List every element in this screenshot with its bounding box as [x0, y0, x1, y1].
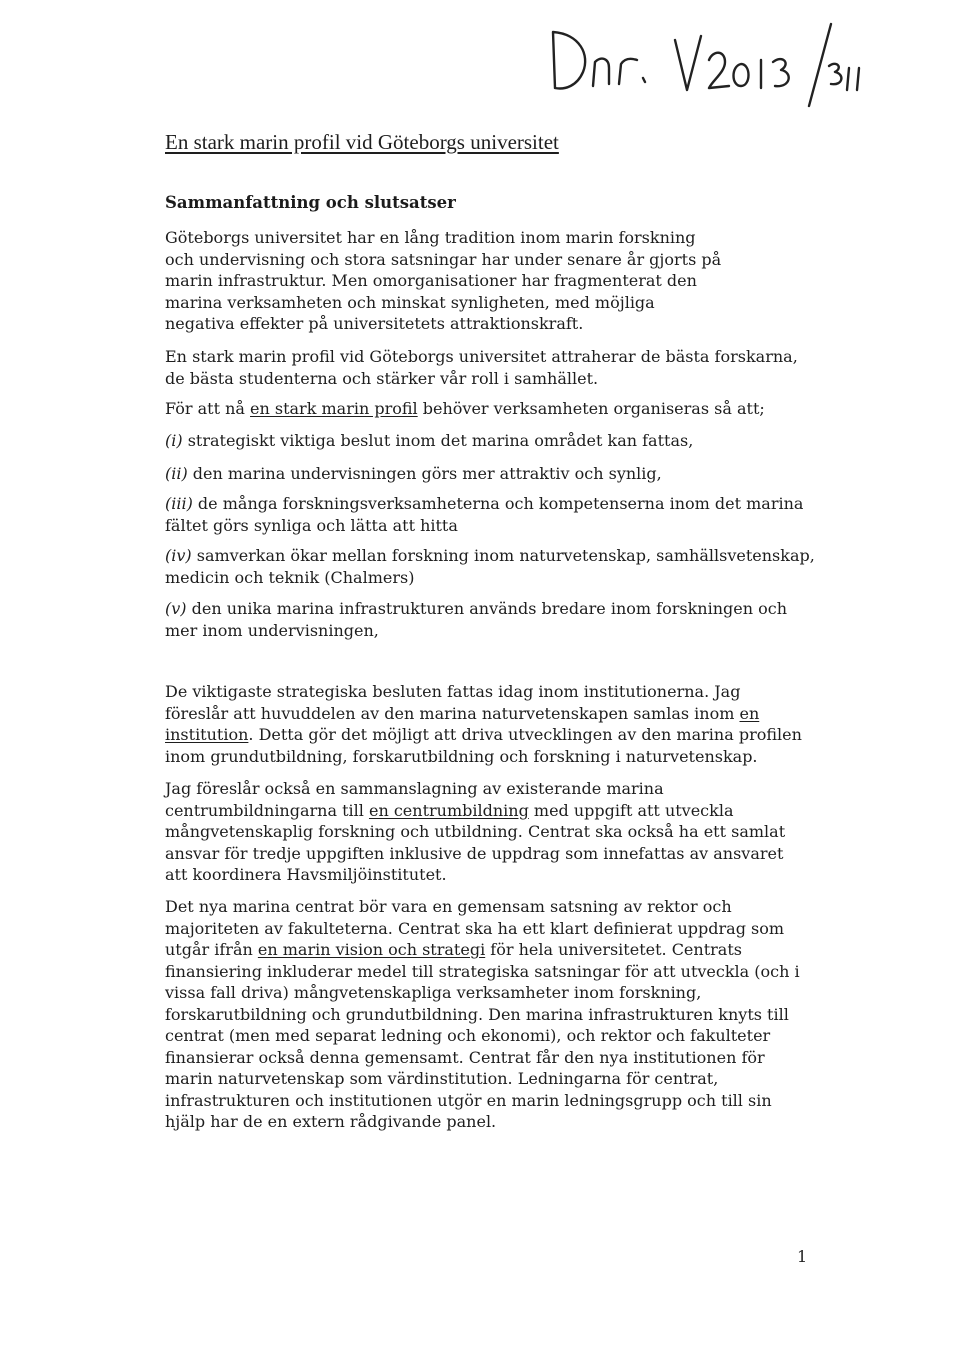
handwritten-diarienummer	[535, 20, 865, 110]
underlined-phrase: en marin vision och strategi	[257, 940, 486, 959]
list-item	[165, 598, 790, 641]
underlined-phrase: en institution	[165, 703, 760, 744]
text-segment: Det nya marina centrat bör vara en gemensam satsning av rektor och majoriteten av fakulteterna. Centrat ska ha ett klart definierat uppdrag som utgår ifrån	[165, 897, 785, 959]
text-segment: De viktigaste strategiska besluten fattas idag inom institutionerna. Jag föreslår att huvuddelen av den marina naturvetenskapen samlas inom	[165, 682, 741, 723]
list-item	[165, 463, 785, 485]
paragraph-requirements	[165, 398, 785, 420]
text-segment: . Detta gör det möjligt att driva utvecklingen av den marina profilen inom grundutbildning, forskarutbildning och forskning i naturvetenskap.	[165, 725, 802, 766]
list-marker: (ii)	[165, 464, 188, 483]
list-text: de många forskningsverksamheterna och kompetenserna inom det marina fältet görs synliga och lätta att hitta	[165, 494, 804, 535]
underlined-phrase: en stark marin profil	[250, 399, 418, 418]
list-item	[165, 493, 805, 536]
list-text: den marina undervisningen görs mer attraktiv och synlig,	[187, 464, 662, 483]
list-marker: (v)	[165, 599, 187, 618]
text-segment: med uppgift att utveckla mångvetenskaplig forskning och utbildning. Centrat ska också ha ett samlat ansvar för tredje uppgiften inklusive de uppdrag som innefattas av ansvaret att koordinera Havsmiljöinstitutet.	[165, 800, 786, 884]
paragraph-profile: En stark marin profil vid Göteborgs universitet attraherar de bästa forskarna, de bästa studenterna och stärker vår roll i samhället.	[165, 347, 798, 388]
text-segment: behöver verksamheten organiseras så att;	[417, 399, 765, 418]
list-item	[165, 430, 785, 452]
list-marker: (i)	[165, 431, 183, 450]
paragraph-summary: Göteborgs universitet har en lång tradition inom marin forskning och undervisning och stora satsningar har under senare år gjorts på marin infrastruktur. Men omorganisationer har fragmenterat den marina verksamheten och minskat synligheten, med möjliga negativa effekter på universitetets attraktionskraft.	[165, 228, 722, 333]
list-text: den unika marina infrastrukturen används bredare inom forskningen och mer inom undervisningen,	[165, 599, 787, 640]
text-segment: För att nå	[165, 399, 251, 418]
section-heading: Sammanfattning och slutsatser	[165, 193, 456, 212]
list-marker: (iv)	[165, 546, 192, 565]
paragraph-centre	[165, 778, 810, 886]
paragraph-institution	[165, 681, 805, 767]
page-number: 1	[797, 1247, 808, 1266]
underlined-phrase: en centrumbildning	[368, 800, 529, 820]
list-text: samverkan ökar mellan forskning inom naturvetenskap, samhällsvetenskap, medicin och teknik (Chalmers)	[165, 546, 815, 587]
text-segment: för hela universitetet. Centrats finansiering inkluderar medel till strategiska satsningar för att utveckla (och i vissa fall driva) mångvetenskapliga verksamheter inom forskning, forskarutbildning och grundutbildning. Den marina infrastrukturen knyts till centrat (men med separat ledning och ekonomi), och rektor och fakulteter finansierar också denna gemensamt. Centrat får den nya institutionen för marin naturvetenskap som värdinstitution. Ledningarna för centrat, infrastrukturen och institutionen utgör en marin ledningsgrupp och till sin hjälp har de en extern rådgivande panel.	[165, 940, 800, 1131]
list-text: strategiskt viktiga beslut inom det marina området kan fattas,	[182, 431, 694, 450]
text-segment: Jag föreslår också en sammanslagning av existerande marina centrumbildningarna till	[165, 779, 664, 820]
paragraph-new-centre	[165, 896, 815, 1133]
list-marker: (iii)	[165, 494, 193, 513]
list-item	[165, 545, 815, 588]
document-title: En stark marin profil vid Göteborgs universitet	[165, 130, 559, 154]
